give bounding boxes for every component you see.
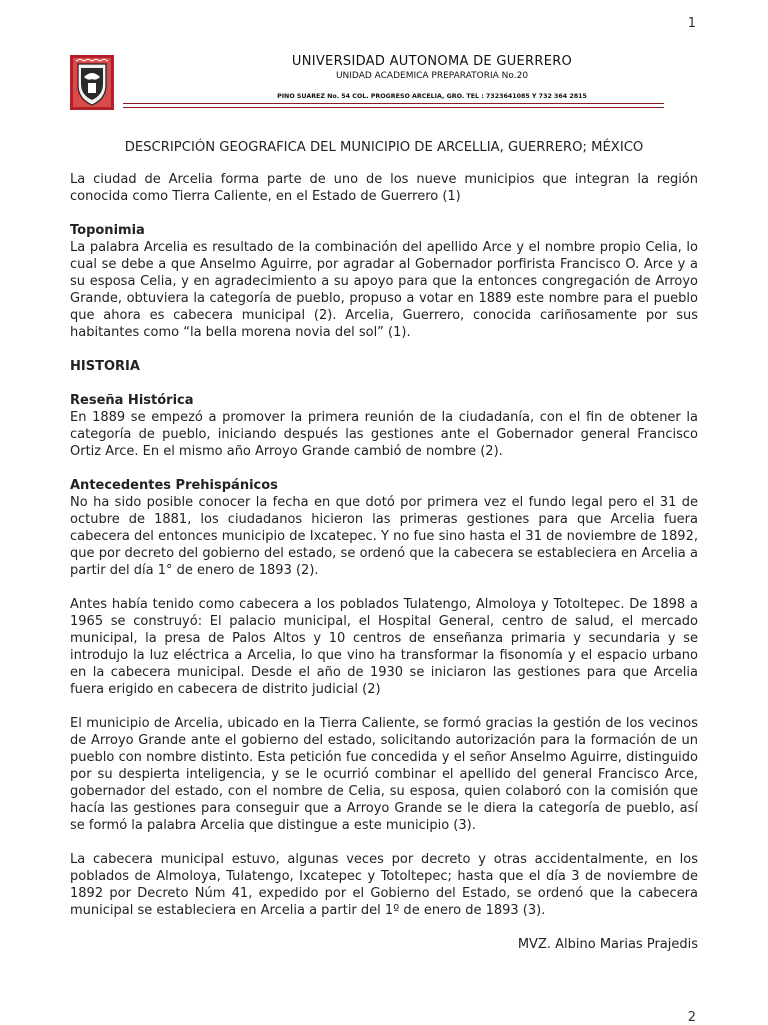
cabecera-paragraph: La cabecera municipal estuvo, algunas veces por decreto y otras accidentalmente, en los poblados de Almoloya, Tulatengo, Ixcatepec y Totoltepec; hasta que el día 3 de noviembre de 1892 por Decreto Núm 41, expedido por el Gobierno del Estado, se ordenó que la cabecera municipal se estableciera en Arcelia a partir del 1º de enero de 1893 (3). — [70, 852, 698, 918]
header-address: PINO SUAREZ No. 54 COL. PROGRESO ARCELIA, GRO. TEL : 7323641085 Y 732 364 2815 — [277, 93, 587, 100]
historia-heading: HISTORIA — [70, 359, 140, 374]
resena-paragraph: En 1889 se empezó a promover la primera reunión de la ciudadanía, con el fin de obtener la categoría de pueblo, iniciando después las gestiones ante el Gobernador general Francisco Ortiz Arce. En el mismo año Arroyo Grande cambió de nombre (2). — [70, 410, 698, 459]
toponimia-heading: Toponimia — [70, 223, 145, 238]
intro-paragraph: La ciudad de Arcelia forma parte de uno de los nueve municipios que integran la región conocida como Tierra Caliente, en el Estado de Guerrero (1) — [70, 172, 698, 204]
header-divider-bottom — [123, 107, 664, 108]
page-number-bottom: 2 — [687, 1010, 696, 1025]
university-shield-icon — [70, 55, 114, 110]
toponimia-paragraph: La palabra Arcelia es resultado de la combinación del apellido Arce y el nombre propio Celia, lo cual se debe a que Anselmo Aguirre, por agradar al Gobernador porfirista Francisco O. Arce y a su esposa Celia, y en agradecimiento a su apoyo para que la entonces congregación de Arroyo Grande, obtuviera la categoría de pueblo, propuso a votar en 1889 este nombre para el pueblo que ahora es cabecera municipal (2). Arcelia, Guerrero, conocida cariñosamente por sus habitantes como “la bella morena novia del sol” (1). — [70, 240, 698, 340]
document-title: DESCRIPCIÓN GEOGRAFICA DEL MUNICIPIO DE ARCELLIA, GUERRERO; MÉXICO — [124, 140, 644, 155]
antecedentes-heading: Antecedentes Prehispánicos — [70, 478, 278, 493]
header-divider-top — [123, 103, 664, 104]
page-number-top: 1 — [687, 16, 696, 31]
header-title: UNIVERSIDAD AUTONOMA DE GUERRERO — [291, 54, 573, 69]
resena-heading: Reseña Histórica — [70, 393, 194, 408]
antes-paragraph: Antes había tenido como cabecera a los poblados Tulatengo, Almoloya y Totoltepec. De 1898 a 1965 se construyó: El palacio municipal, el Hospital General, centro de salud, el mercado municipal, la presa de Palos Altos y 10 centros de enseñanza primaria y secundaria y se introdujo la luz eléctrica a Arcelia, lo que vino ha transformar la fisonomía y el espacio urbano en la cabecera municipal. Desde el año de 1930 se iniciaron las gestiones para que Arcelia fuera erigido en cabecera de distrito judicial (2) — [70, 597, 698, 697]
document-body — [70, 139, 698, 953]
signature: MVZ. Albino Marias Prajedis — [517, 937, 698, 952]
municipio-paragraph: El municipio de Arcelia, ubicado en la Tierra Caliente, se formó gracias la gestión de los vecinos de Arroyo Grande ante el gobierno del estado, solicitando autorización para la formación de un pueblo con nombre distinto. Esta petición fue concedida y el señor Anselmo Aguirre, distinguido por su despierta inteligencia, y se le ocurrió combinar el apellido del general Francisco Arce, gobernador del estado, con el nombre de Celia, su esposa, quien colaboró con la comisión que hacía las gestiones para conseguir que a Arroyo Grande se le diera la categoría de pueblo, así se formó la palabra Arcelia que distingue a este municipio (3). — [70, 716, 698, 833]
antecedentes-paragraph: No ha sido posible conocer la fecha en que dotó por primera vez el fundo legal pero el 31 de octubre de 1881, los ciudadanos hicieron las primeras gestiones para que Arcelia fuera cabecera del entonces municipio de Ixcatepec. Y no fue sino hasta el 31 de noviembre de 1892, que por decreto del gobierno del estado, se ordenó que la cabecera se estableciera en Arcelia a partir del día 1° de enero de 1893 (2). — [70, 495, 698, 578]
header-subtitle: UNIDAD ACADEMICA PREPARATORIA No.20 — [335, 71, 529, 81]
